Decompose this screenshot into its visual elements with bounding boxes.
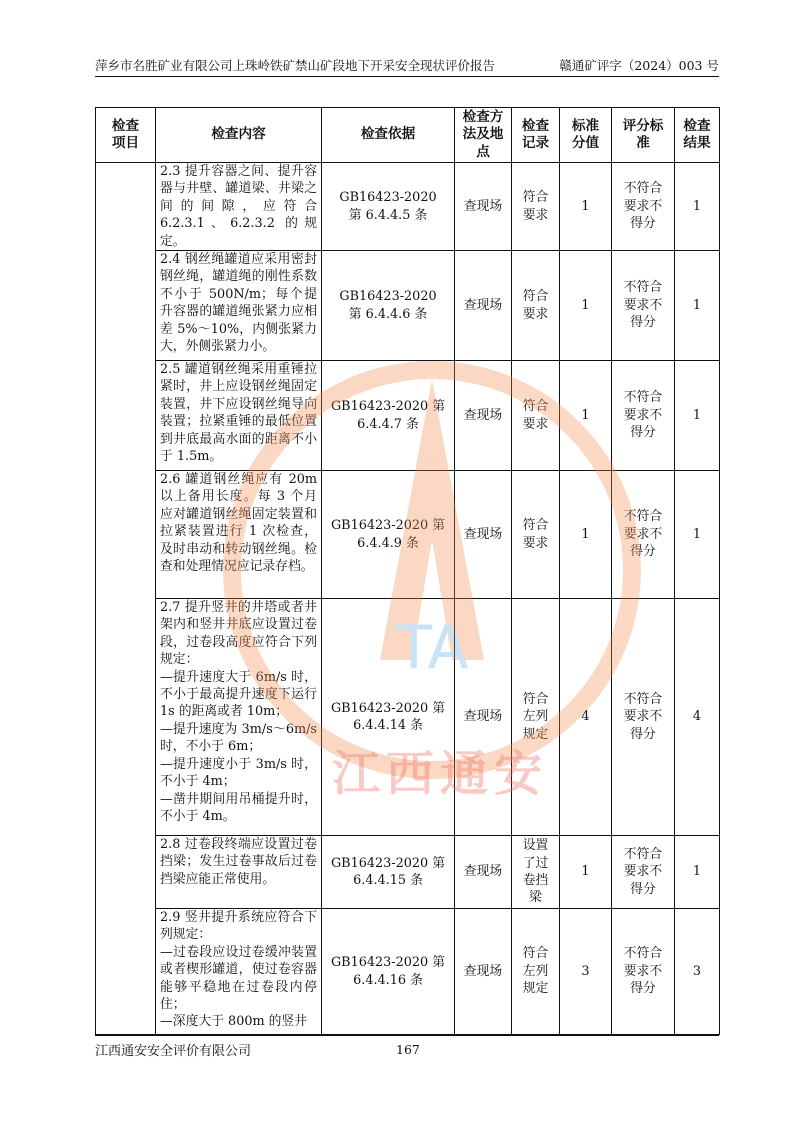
result-cell: 1 — [675, 361, 720, 471]
score-cell: 1 — [560, 163, 612, 251]
result-cell: 4 — [675, 599, 720, 836]
criteria-cell: 不符合 要求不 得分 — [612, 471, 675, 599]
table-row — [96, 599, 720, 836]
method-cell: 查现场 — [455, 251, 512, 361]
table-header-row — [96, 108, 720, 163]
header-score: 标准 分值 — [560, 108, 612, 163]
criteria-cell: 不符合 要求不 得分 — [612, 836, 675, 909]
score-cell: 1 — [560, 361, 612, 471]
record-cell: 符合 左列 规定 — [512, 599, 560, 836]
method-cell: 查现场 — [455, 836, 512, 909]
basis-cell: GB16423-2020 第 6.4.4.5 条 — [322, 163, 455, 251]
content-cell: 2.9 竖井提升系统应符合下列规定： —过卷段应设过卷缓冲装置或者楔形罐道，使过卷容器能够平稳地在过卷段内停住； —深度大于 800m 的竖井 — [156, 909, 322, 1035]
score-cell: 1 — [560, 251, 612, 361]
header-criteria: 评分标 准 — [612, 108, 675, 163]
result-cell: 1 — [675, 163, 720, 251]
record-cell: 符合 要求 — [512, 163, 560, 251]
criteria-cell: 不符合 要求不 得分 — [612, 251, 675, 361]
score-cell: 3 — [560, 909, 612, 1035]
footer-company: 江西通安安全评价有限公司 — [95, 1044, 252, 1059]
record-cell: 设置 了过 卷挡 梁 — [512, 836, 560, 909]
result-cell: 1 — [675, 836, 720, 909]
record-cell: 符合 要求 — [512, 361, 560, 471]
content-cell: 2.4 钢丝绳罐道应采用密封钢丝绳，罐道绳的刚性系数不小于 500N/m；每个提升容器的罐道绳张紧力应相差 5%～10%，内侧张紧力大，外侧张紧力小。 — [156, 251, 322, 361]
table-row — [96, 251, 720, 361]
method-cell: 查现场 — [455, 471, 512, 599]
header-divider — [95, 76, 719, 77]
header-basis: 检查依据 — [322, 108, 455, 163]
content-cell: 2.5 罐道钢丝绳采用重锤拉紧时，井上应设钢丝绳固定装置，井下应设钢丝绳导向装置；拉紧重锤的最低位置到井底最高水面的距离不小于 1.5m。 — [156, 361, 322, 471]
method-cell: 查现场 — [455, 909, 512, 1035]
page-number: 167 — [396, 1042, 420, 1057]
criteria-cell: 不符合 要求不 得分 — [612, 909, 675, 1035]
footer-divider — [95, 1035, 719, 1036]
score-cell: 1 — [560, 471, 612, 599]
header-method: 检查方 法及地 点 — [455, 108, 512, 163]
report-title: 萍乡市名胜矿业有限公司上珠岭铁矿禁山矿段地下开采安全现状评价报告 — [95, 58, 496, 73]
content-cell: 2.6 罐道钢丝绳应有 20m 以上备用长度。每 3 个月应对罐道钢丝绳固定装置和拉紧装置进行 1 次检查，及时串动和转动钢丝绳。检查和处理情况应记录存档。 — [156, 471, 322, 599]
basis-cell: GB16423-2020 第 6.4.4.7 条 — [322, 361, 455, 471]
method-cell: 查现场 — [455, 599, 512, 836]
watermark-text: 江西通安 — [331, 746, 549, 802]
header-result: 检查 结果 — [675, 108, 720, 163]
result-cell: 1 — [675, 471, 720, 599]
table-row — [96, 909, 720, 1035]
watermark-logo-letters: TA — [395, 613, 469, 683]
score-cell: 4 — [560, 599, 612, 836]
basis-cell: GB16423-2020 第 6.4.4.9 条 — [322, 471, 455, 599]
document-number: 赣通矿评字（2024）003 号 — [559, 58, 719, 73]
basis-cell: GB16423-2020 第 6.4.4.6 条 — [322, 251, 455, 361]
record-cell: 符合 要求 — [512, 471, 560, 599]
content-cell: 2.3 提升容器之间、提升容器与井壁、罐道梁、井梁之间的间隙，应符合 6.2.3.1、6.2.3.2 的规定。 — [156, 163, 322, 251]
score-cell: 1 — [560, 836, 612, 909]
record-cell: 符合 左列 规定 — [512, 909, 560, 1035]
record-cell: 符合 要求 — [512, 251, 560, 361]
criteria-cell: 不符合 要求不 得分 — [612, 599, 675, 836]
content-cell: 2.7 提升竖井的井塔或者井架内和竖井井底应设置过卷段，过卷段高度应符合下列规定： —提升速度大于 6m/s 时，不小于最高提升速度下运行 1s 的距离或者 10m； —提升速度为 3m/s～6m/s 时，不小于 6m； —提升速度小于 3m/s 时，不小于 4m； —凿井期间用吊桶提升时，不小于 4m。 — [156, 599, 322, 836]
method-cell: 查现场 — [455, 163, 512, 251]
table-row — [96, 471, 720, 599]
basis-cell: GB16423-2020 第 6.4.4.15 条 — [322, 836, 455, 909]
table-row — [96, 361, 720, 471]
criteria-cell: 不符合 要求不 得分 — [612, 163, 675, 251]
table-row — [96, 836, 720, 909]
content-cell: 2.8 过卷段终端应设置过卷挡梁；发生过卷事故后过卷挡梁应能正常使用。 — [156, 836, 322, 909]
basis-cell: GB16423-2020 第 6.4.4.14 条 — [322, 599, 455, 836]
result-cell: 3 — [675, 909, 720, 1035]
criteria-cell: 不符合 要求不 得分 — [612, 361, 675, 471]
item-cell — [96, 163, 156, 1035]
inspection-table — [95, 107, 720, 1035]
method-cell: 查现场 — [455, 361, 512, 471]
basis-cell: GB16423-2020 第 6.4.4.16 条 — [322, 909, 455, 1035]
header-item: 检查 项目 — [96, 108, 156, 163]
result-cell: 1 — [675, 251, 720, 361]
header-record: 检查 记录 — [512, 108, 560, 163]
header-content: 检查内容 — [156, 108, 322, 163]
table-row — [96, 163, 720, 251]
